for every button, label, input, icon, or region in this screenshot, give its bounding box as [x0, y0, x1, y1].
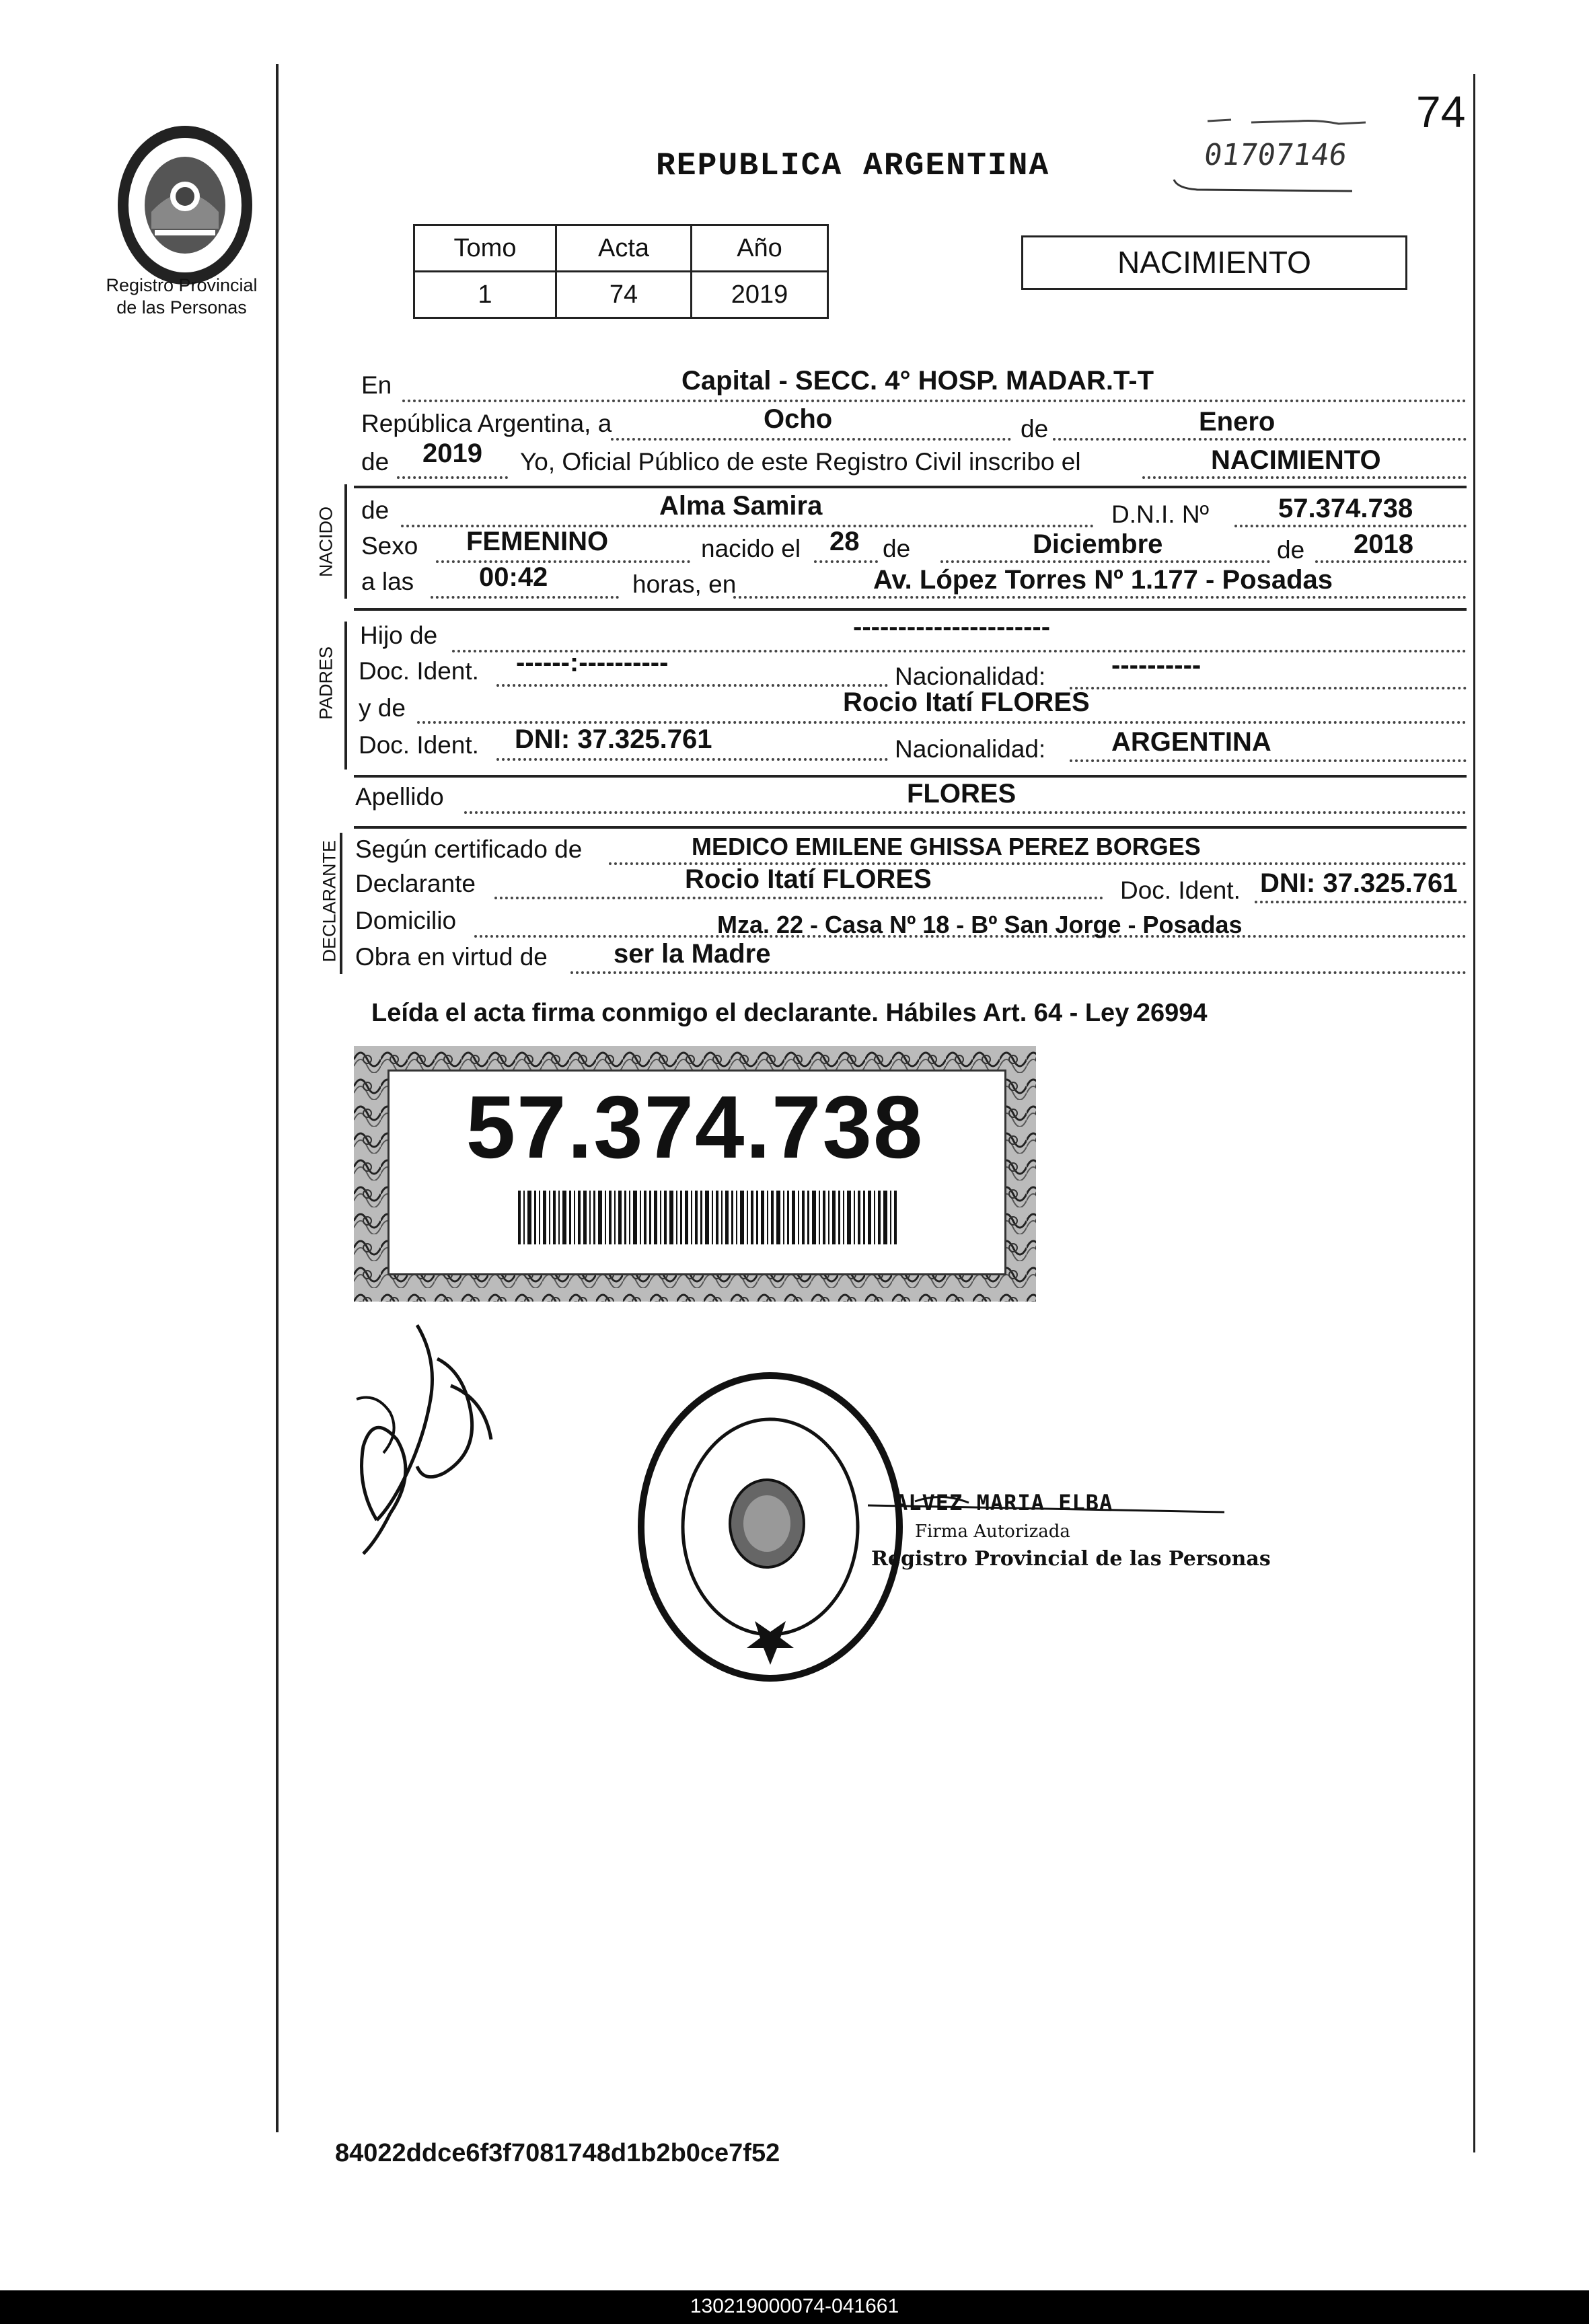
header-acta: Acta	[556, 225, 692, 272]
value-day-words: Ocho	[764, 404, 833, 434]
label-apellido: Apellido	[355, 783, 444, 811]
dotted-line	[436, 560, 690, 563]
value-surname: FLORES	[907, 779, 1017, 809]
value-mother: Rocio Itatí FLORES	[843, 687, 1090, 717]
dotted-line	[464, 811, 1467, 814]
dotted-line	[1234, 525, 1467, 527]
dni-card-number: 57.374.738	[466, 1078, 924, 1176]
footer-code: 130219000074-041661	[690, 2295, 899, 2317]
label-declarante: Declarante	[355, 870, 476, 897]
section-divider	[354, 775, 1467, 778]
label-officer-text: Yo, Oficial Público de este Registro Civil inscribo el	[520, 448, 1081, 476]
value-tomo: 1	[414, 272, 556, 318]
barcode	[518, 1191, 901, 1244]
value-capacity: ser la Madre	[614, 939, 771, 969]
value-mother-nationality: ARGENTINA	[1111, 727, 1271, 757]
label-name-de: de	[361, 496, 390, 524]
value-birth-place: Av. López Torres Nº 1.177 - Posadas	[873, 565, 1333, 595]
section-bar-padres	[344, 622, 347, 770]
dotted-line	[570, 971, 1467, 974]
authorized-organization: Registro Provincial de las Personas	[871, 1547, 1271, 1571]
label-a-las: a las	[361, 568, 414, 595]
label-y-de: y de	[359, 694, 406, 722]
dotted-line	[402, 400, 1467, 402]
dotted-line	[431, 596, 619, 599]
dotted-line	[1070, 687, 1467, 689]
header-tomo: Tomo	[414, 225, 556, 272]
value-father-nationality: ----------	[1111, 650, 1202, 680]
dotted-line	[494, 897, 1103, 899]
value-ano: 2019	[692, 272, 828, 318]
label-obra-en-virtud: Obra en virtud de	[355, 943, 548, 971]
value-declarant: Rocio Itatí FLORES	[685, 864, 932, 894]
value-father-doc: ------:----------	[516, 648, 669, 677]
label-de-year: de	[361, 448, 390, 476]
dotted-line	[1315, 560, 1467, 563]
logo-caption-line-1: Registro Provincial	[106, 275, 258, 295]
reference-table-value-row	[414, 272, 828, 318]
authorized-name: ALVEZ MARIA ELBA	[895, 1490, 1113, 1515]
dotted-line	[940, 560, 1270, 563]
section-bar-declarante	[340, 833, 342, 974]
value-father: ----------------------	[853, 612, 1051, 642]
section-label-declarante: DECLARANTE	[319, 839, 340, 963]
value-mother-doc: DNI: 37.325.761	[515, 724, 712, 754]
reference-table	[413, 224, 829, 319]
left-margin-line	[276, 64, 279, 2132]
dotted-line	[1070, 759, 1467, 762]
label-hijo-de: Hijo de	[360, 622, 438, 649]
serial-scribble	[1204, 113, 1379, 133]
section-divider	[354, 608, 1467, 611]
label-nacionalidad-mother: Nacionalidad:	[895, 735, 1046, 763]
label-dni: D.N.I. Nº	[1111, 500, 1210, 528]
official-stamp	[632, 1365, 908, 1688]
page-number: 74	[1416, 87, 1466, 137]
authorized-role: Firma Autorizada	[915, 1522, 1070, 1542]
value-sex: FEMENINO	[466, 527, 609, 556]
value-month: Enero	[1199, 407, 1276, 437]
label-domicilio: Domicilio	[355, 907, 457, 934]
serial-underline	[1171, 176, 1359, 196]
section-divider	[354, 826, 1467, 829]
label-doc-ident-father: Doc. Ident.	[359, 657, 479, 685]
value-certifier: MEDICO EMILENE GHISSA PEREZ BORGES	[692, 833, 1201, 860]
value-birth-year: 2018	[1354, 529, 1413, 559]
value-birth-day: 28	[829, 527, 860, 556]
dotted-line	[417, 721, 1467, 724]
dotted-line	[1142, 476, 1467, 479]
dotted-line	[496, 758, 888, 761]
label-nacionalidad-father: Nacionalidad:	[895, 663, 1046, 690]
document-hash: 84022ddce6f3f7081748d1b2b0ce7f52	[335, 2139, 780, 2167]
label-doc-ident-declarant: Doc. Ident.	[1120, 876, 1241, 904]
header-ano: Año	[692, 225, 828, 272]
label-sexo: Sexo	[361, 532, 418, 560]
label-de-month: de	[883, 535, 911, 562]
section-bar-nacido	[344, 484, 347, 599]
dotted-line	[733, 596, 1467, 599]
dotted-line	[1053, 438, 1467, 441]
reference-table-header-row	[414, 225, 828, 272]
dotted-line	[397, 476, 508, 479]
value-name: Alma Samira	[659, 491, 823, 521]
right-margin-line	[1473, 74, 1475, 2152]
value-year: 2019	[422, 439, 482, 468]
dotted-line	[496, 684, 888, 687]
signature-flourish-line	[861, 1485, 1238, 1519]
label-segun-certificado: Según certificado de	[355, 835, 583, 863]
dotted-line	[611, 438, 1011, 441]
value-record: NACIMIENTO	[1211, 445, 1381, 475]
document-title: REPUBLICA ARGENTINA	[656, 148, 1050, 184]
label-nacido-el: nacido el	[701, 535, 801, 562]
section-label-padres: PADRES	[316, 646, 336, 720]
registry-logo-caption	[81, 274, 283, 319]
section-label-nacido: NACIDO	[316, 507, 336, 578]
label-republica: República Argentina, a	[361, 410, 612, 437]
value-birth-month: Diciembre	[1033, 529, 1163, 559]
record-type-box: NACIMIENTO	[1021, 235, 1407, 290]
label-de: de	[1021, 415, 1049, 443]
label-en: En	[361, 371, 392, 399]
value-place: Capital - SECC. 4° HOSP. MADAR.T-T	[681, 366, 1154, 396]
logo-caption-line-2: de las Personas	[116, 297, 247, 317]
value-acta: 74	[556, 272, 692, 318]
section-divider	[354, 486, 1467, 488]
province-seal-logo	[114, 121, 256, 289]
dotted-line	[1255, 901, 1467, 903]
legal-text: Leída el acta firma conmigo el declarante. Hábiles Art. 64 - Ley 26994	[371, 999, 1208, 1027]
label-de-year2: de	[1277, 536, 1305, 564]
value-address: Mza. 22 - Casa Nº 18 - Bº San Jorge - Posadas	[717, 911, 1243, 938]
value-declarant-doc: DNI: 37.325.761	[1260, 868, 1458, 898]
label-doc-ident-mother: Doc. Ident.	[359, 731, 479, 759]
dotted-line	[814, 560, 878, 563]
label-horas-en: horas, en	[632, 570, 737, 598]
serial-number: 01707146	[1202, 138, 1350, 172]
value-birth-time: 00:42	[479, 562, 548, 592]
handwritten-signature	[336, 1318, 505, 1567]
value-dni: 57.374.738	[1278, 494, 1413, 523]
